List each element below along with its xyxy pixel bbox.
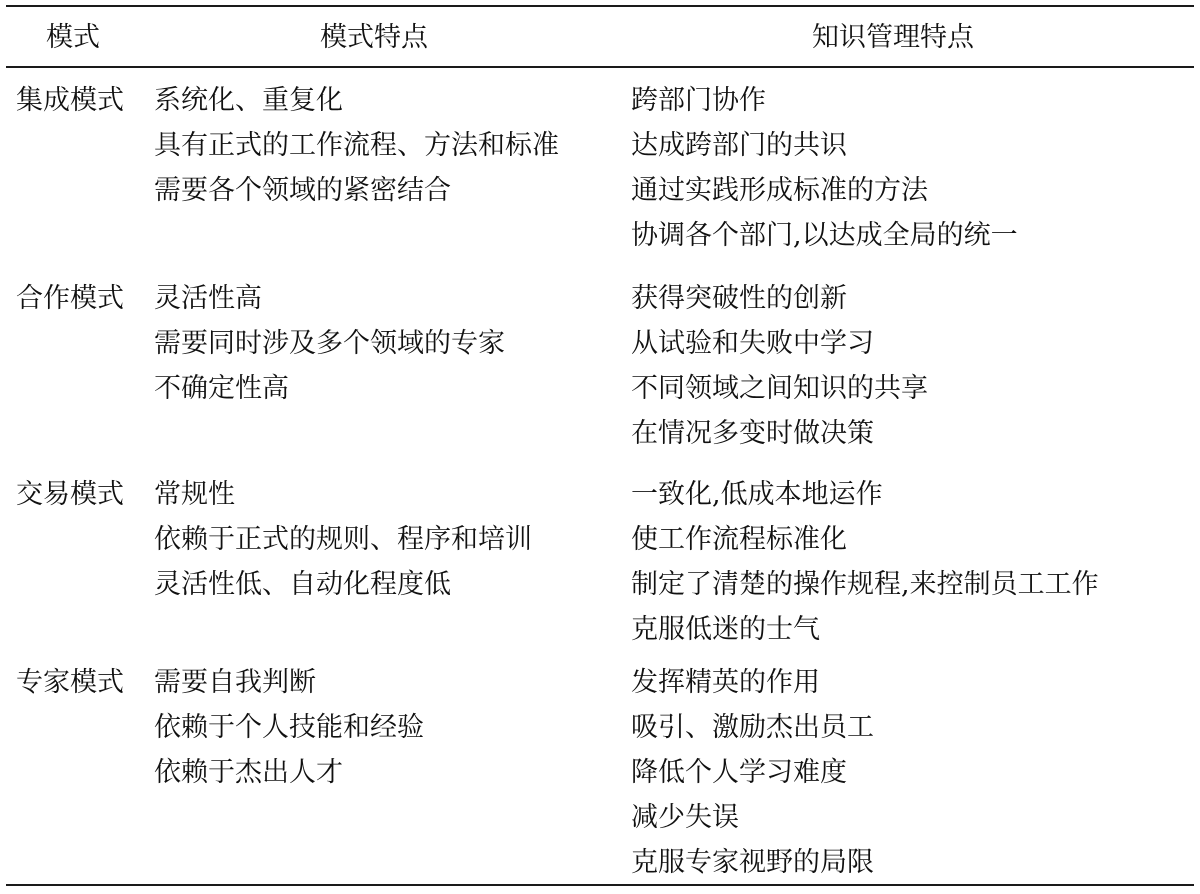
feature-item: 依赖于正式的规则、程序和培训 — [154, 524, 532, 555]
km-item: 制定了清楚的操作规程,来控制员工工作 — [631, 569, 1099, 600]
header-mode-features: 模式特点 — [320, 22, 428, 53]
km-features-list — [631, 276, 928, 456]
mode-name: 专家模式 — [16, 667, 124, 698]
mode-features-list — [154, 78, 559, 213]
table-header-rule — [6, 66, 1194, 68]
km-item: 使工作流程标准化 — [631, 524, 847, 555]
feature-item: 系统化、重复化 — [154, 85, 343, 116]
mode-name: 合作模式 — [16, 283, 124, 314]
table-bottom-rule — [6, 884, 1194, 886]
km-item: 减少失误 — [631, 802, 739, 833]
km-item: 通过实践形成标准的方法 — [631, 175, 928, 206]
km-item: 达成跨部门的共识 — [631, 130, 847, 161]
km-item: 降低个人学习难度 — [631, 757, 847, 788]
km-item: 获得突破性的创新 — [631, 283, 847, 314]
km-item: 克服专家视野的局限 — [631, 847, 874, 878]
km-item: 发挥精英的作用 — [631, 667, 820, 698]
km-item: 克服低迷的士气 — [631, 614, 820, 645]
km-item: 一致化,低成本地运作 — [631, 479, 883, 510]
km-item: 在情况多变时做决策 — [631, 418, 874, 449]
header-km-features: 知识管理特点 — [812, 22, 974, 53]
feature-item: 常规性 — [154, 479, 235, 510]
feature-item: 需要同时涉及多个领域的专家 — [154, 328, 505, 359]
km-item: 从试验和失败中学习 — [631, 328, 874, 359]
feature-item: 依赖于杰出人才 — [154, 757, 343, 788]
km-item: 跨部门协作 — [631, 85, 766, 116]
km-item: 协调各个部门,以达成全局的统一 — [631, 220, 1018, 251]
feature-item: 不确定性高 — [154, 373, 289, 404]
km-item: 不同领域之间知识的共享 — [631, 373, 928, 404]
table-top-rule — [6, 5, 1194, 7]
feature-item: 需要自我判断 — [154, 667, 316, 698]
km-features-list — [631, 472, 1099, 652]
feature-item: 需要各个领域的紧密结合 — [154, 175, 451, 206]
mode-features-list — [154, 276, 505, 411]
feature-item: 依赖于个人技能和经验 — [154, 712, 424, 743]
mode-name: 集成模式 — [16, 85, 124, 116]
km-item: 吸引、激励杰出员工 — [631, 712, 874, 743]
mode-features-list — [154, 472, 532, 607]
feature-item: 灵活性高 — [154, 283, 262, 314]
km-features-list — [631, 78, 1018, 258]
km-features-list — [631, 660, 874, 885]
mode-features-list — [154, 660, 424, 795]
feature-item: 灵活性低、自动化程度低 — [154, 569, 451, 600]
mode-name: 交易模式 — [16, 479, 124, 510]
header-mode: 模式 — [46, 22, 100, 53]
feature-item: 具有正式的工作流程、方法和标准 — [154, 130, 559, 161]
